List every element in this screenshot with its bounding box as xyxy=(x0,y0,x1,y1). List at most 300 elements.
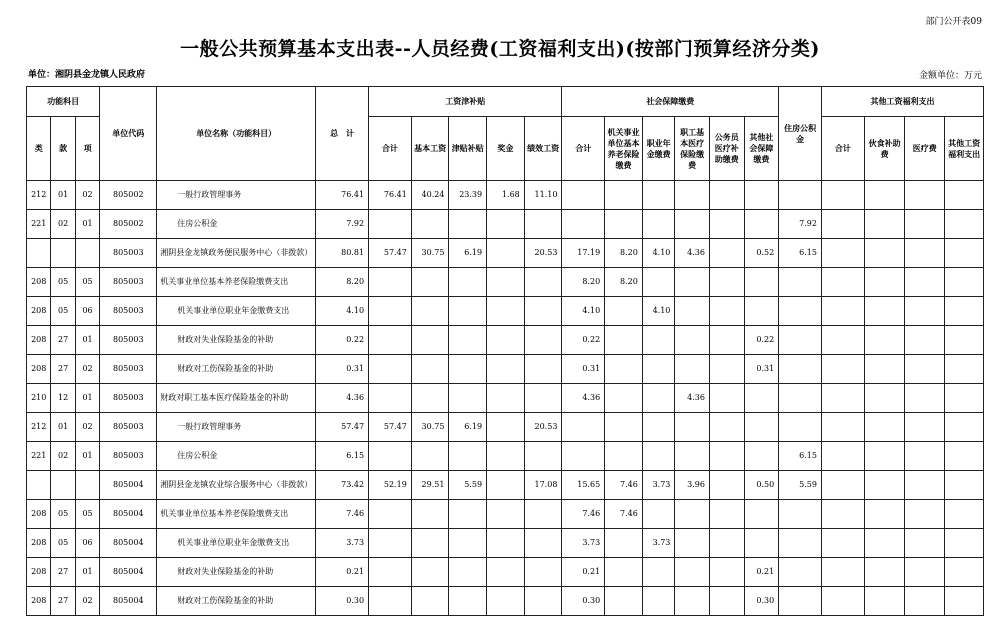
other-cell xyxy=(864,500,905,529)
unit-code-cell: 805003 xyxy=(100,355,157,384)
social-cell: 15.65 xyxy=(562,471,605,500)
table-number-tag: 部门公开表09 xyxy=(925,17,982,27)
other-cell xyxy=(821,587,864,616)
other-cell xyxy=(905,268,945,297)
unit-name-header: 单位名称（功能科目） xyxy=(157,87,316,181)
lei-cell: 210 xyxy=(27,384,51,413)
other-cell xyxy=(864,413,905,442)
housing-fund-cell xyxy=(779,326,822,355)
unit-code-cell: 805003 xyxy=(100,442,157,471)
unit-name-cell: 住房公积金 xyxy=(157,442,316,471)
social-cell xyxy=(709,297,744,326)
other-group-header: 其他工资福利支出 xyxy=(821,87,983,117)
other-cell xyxy=(821,181,864,210)
unit-name-cell: 湘阴县金龙镇农业综合服务中心（非拨款） xyxy=(157,471,316,500)
kuan-cell: 05 xyxy=(51,297,75,326)
lei-cell xyxy=(27,239,51,268)
unit-name-cell: 机关事业单位基本养老保险缴费支出 xyxy=(157,268,316,297)
social-cell xyxy=(605,297,643,326)
housing-fund-cell: 6.15 xyxy=(779,239,822,268)
page-title: 一般公共预算基本支出表--人员经费(工资福利支出)(按部门预算经济分类) xyxy=(180,38,820,60)
wage-cell xyxy=(487,326,525,355)
lei-cell: 208 xyxy=(27,587,51,616)
social-cell: 3.73 xyxy=(642,471,675,500)
wage-cell xyxy=(411,297,449,326)
other-cell xyxy=(905,210,945,239)
wage-cell: 6.19 xyxy=(449,239,487,268)
wage-cell xyxy=(369,326,412,355)
kuan-cell xyxy=(51,471,75,500)
social-cell: 0.52 xyxy=(744,239,779,268)
social-cell xyxy=(744,413,779,442)
total-cell: 0.30 xyxy=(316,587,369,616)
social-cell xyxy=(642,587,675,616)
other-cell xyxy=(864,326,905,355)
wage-sub-header: 合计 xyxy=(369,117,412,181)
xiang-cell: 01 xyxy=(75,326,99,355)
wage-cell xyxy=(524,355,562,384)
total-cell: 4.10 xyxy=(316,297,369,326)
wage-sub-header: 津贴补贴 xyxy=(449,117,487,181)
wage-cell: 5.59 xyxy=(449,471,487,500)
xiang-cell: 05 xyxy=(75,500,99,529)
wage-cell xyxy=(487,268,525,297)
wage-cell: 23.39 xyxy=(449,181,487,210)
social-cell xyxy=(709,587,744,616)
table-row xyxy=(27,268,984,297)
social-cell xyxy=(605,355,643,384)
housing-fund-cell: 5.59 xyxy=(779,471,822,500)
wage-cell xyxy=(449,384,487,413)
kuan-cell: 05 xyxy=(51,268,75,297)
xiang-cell: 06 xyxy=(75,529,99,558)
wage-cell xyxy=(369,500,412,529)
other-cell xyxy=(821,326,864,355)
social-cell: 0.21 xyxy=(744,558,779,587)
social-cell xyxy=(709,500,744,529)
other-cell xyxy=(945,413,984,442)
social-cell xyxy=(642,442,675,471)
social-cell xyxy=(709,239,744,268)
wage-cell xyxy=(369,268,412,297)
other-cell xyxy=(945,355,984,384)
social-cell xyxy=(642,384,675,413)
unit-code-cell: 805003 xyxy=(100,326,157,355)
unit-code-cell: 805004 xyxy=(100,529,157,558)
other-cell xyxy=(905,326,945,355)
unit-code-cell: 805004 xyxy=(100,471,157,500)
xiang-cell xyxy=(75,471,99,500)
social-sub-header: 职工基本医疗保险缴费 xyxy=(675,117,710,181)
total-cell: 3.73 xyxy=(316,529,369,558)
social-cell xyxy=(744,384,779,413)
unit-code-cell: 805002 xyxy=(100,181,157,210)
social-cell xyxy=(744,529,779,558)
table-row xyxy=(27,326,984,355)
wage-cell: 20.53 xyxy=(524,413,562,442)
total-cell: 4.36 xyxy=(316,384,369,413)
lei-header: 类 xyxy=(27,117,51,181)
other-cell xyxy=(864,239,905,268)
social-cell: 3.73 xyxy=(642,529,675,558)
wage-group-header: 工资津补贴 xyxy=(369,87,562,117)
other-cell xyxy=(945,181,984,210)
wage-cell xyxy=(369,355,412,384)
kuan-cell: 27 xyxy=(51,587,75,616)
social-cell: 4.36 xyxy=(675,384,710,413)
unit-name-cell: 机关事业单位基本养老保险缴费支出 xyxy=(157,500,316,529)
social-cell xyxy=(675,413,710,442)
wage-cell xyxy=(487,471,525,500)
other-cell xyxy=(864,210,905,239)
wage-cell xyxy=(449,587,487,616)
wage-cell xyxy=(487,210,525,239)
other-sub-header: 伙食补助费 xyxy=(864,117,905,181)
other-cell xyxy=(905,529,945,558)
social-cell: 8.20 xyxy=(605,268,643,297)
unit-code-cell: 805003 xyxy=(100,384,157,413)
wage-cell: 1.68 xyxy=(487,181,525,210)
social-cell: 0.50 xyxy=(744,471,779,500)
social-cell: 0.21 xyxy=(562,558,605,587)
wage-cell xyxy=(411,210,449,239)
wage-cell: 29.51 xyxy=(411,471,449,500)
social-cell: 4.10 xyxy=(642,239,675,268)
kuan-cell: 27 xyxy=(51,355,75,384)
total-cell: 80.81 xyxy=(316,239,369,268)
wage-cell xyxy=(411,500,449,529)
social-cell xyxy=(744,500,779,529)
housing-fund-cell: 6.15 xyxy=(779,442,822,471)
wage-cell xyxy=(369,384,412,413)
other-cell xyxy=(864,181,905,210)
kuan-cell: 05 xyxy=(51,529,75,558)
kuan-header: 款 xyxy=(51,117,75,181)
wage-cell xyxy=(487,500,525,529)
other-cell xyxy=(905,355,945,384)
kuan-cell xyxy=(51,239,75,268)
wage-cell xyxy=(524,384,562,413)
total-cell: 0.22 xyxy=(316,326,369,355)
social-cell: 4.36 xyxy=(675,239,710,268)
unit-code-cell: 805003 xyxy=(100,297,157,326)
social-sub-header: 职业年金缴费 xyxy=(642,117,675,181)
social-group-header: 社会保障缴费 xyxy=(562,87,779,117)
wage-cell xyxy=(487,239,525,268)
social-cell xyxy=(675,210,710,239)
total-cell: 7.46 xyxy=(316,500,369,529)
wage-cell xyxy=(369,587,412,616)
social-cell xyxy=(642,326,675,355)
table-row xyxy=(27,587,984,616)
social-cell xyxy=(709,355,744,384)
other-cell xyxy=(821,529,864,558)
social-cell: 0.31 xyxy=(562,355,605,384)
social-cell xyxy=(744,268,779,297)
total-cell: 7.92 xyxy=(316,210,369,239)
social-cell xyxy=(675,558,710,587)
xiang-cell: 01 xyxy=(75,558,99,587)
other-cell xyxy=(905,239,945,268)
lei-cell: 212 xyxy=(27,181,51,210)
unit-code-header: 单位代码 xyxy=(100,87,157,181)
housing-fund-cell xyxy=(779,297,822,326)
other-cell xyxy=(945,587,984,616)
other-cell xyxy=(945,384,984,413)
other-cell xyxy=(821,471,864,500)
social-cell xyxy=(709,181,744,210)
social-cell xyxy=(675,355,710,384)
social-cell: 4.10 xyxy=(562,297,605,326)
budget-table xyxy=(26,86,984,616)
wage-cell xyxy=(487,384,525,413)
social-cell xyxy=(605,529,643,558)
social-sub-header: 合计 xyxy=(562,117,605,181)
unit-code-cell: 805003 xyxy=(100,239,157,268)
other-cell xyxy=(945,239,984,268)
social-cell xyxy=(709,384,744,413)
kuan-cell: 01 xyxy=(51,181,75,210)
social-cell xyxy=(709,442,744,471)
wage-cell xyxy=(524,326,562,355)
unit-name-cell: 财政对工伤保险基金的补助 xyxy=(157,355,316,384)
other-cell xyxy=(945,500,984,529)
social-cell xyxy=(675,268,710,297)
social-cell xyxy=(605,587,643,616)
wage-cell: 76.41 xyxy=(369,181,412,210)
table-row xyxy=(27,384,984,413)
other-cell xyxy=(945,442,984,471)
wage-cell: 57.47 xyxy=(369,413,412,442)
wage-cell xyxy=(487,558,525,587)
wage-cell xyxy=(411,268,449,297)
social-cell: 4.36 xyxy=(562,384,605,413)
unit-name-cell: 财政对失业保险基金的补助 xyxy=(157,326,316,355)
wage-cell xyxy=(411,558,449,587)
other-cell xyxy=(945,210,984,239)
social-cell xyxy=(709,558,744,587)
wage-cell xyxy=(411,355,449,384)
other-cell xyxy=(864,587,905,616)
other-cell xyxy=(905,500,945,529)
other-cell xyxy=(905,297,945,326)
social-cell xyxy=(642,355,675,384)
other-cell xyxy=(905,181,945,210)
wage-cell xyxy=(449,355,487,384)
wage-cell xyxy=(524,529,562,558)
wage-cell xyxy=(487,413,525,442)
housing-fund-cell xyxy=(779,355,822,384)
total-cell: 76.41 xyxy=(316,181,369,210)
social-cell xyxy=(605,326,643,355)
total-cell: 0.21 xyxy=(316,558,369,587)
total-cell: 57.47 xyxy=(316,413,369,442)
social-cell xyxy=(709,326,744,355)
wage-cell xyxy=(524,442,562,471)
social-cell: 8.20 xyxy=(562,268,605,297)
unit-name-cell: 湘阴县金龙镇政务便民服务中心（非拨款） xyxy=(157,239,316,268)
unit-code-cell: 805004 xyxy=(100,500,157,529)
social-cell xyxy=(642,210,675,239)
lei-cell: 208 xyxy=(27,558,51,587)
func-subject-header: 功能科目 xyxy=(27,87,100,117)
social-cell xyxy=(642,558,675,587)
xiang-cell: 02 xyxy=(75,181,99,210)
social-cell xyxy=(605,384,643,413)
table-row xyxy=(27,297,984,326)
social-sub-header: 机关事业单位基本养老保险缴费 xyxy=(605,117,643,181)
social-sub-header: 其他社会保障缴费 xyxy=(744,117,779,181)
unit-code-cell: 805004 xyxy=(100,558,157,587)
other-cell xyxy=(905,558,945,587)
xiang-cell: 01 xyxy=(75,442,99,471)
other-cell xyxy=(821,239,864,268)
wage-cell xyxy=(524,297,562,326)
wage-cell xyxy=(524,500,562,529)
wage-cell xyxy=(449,297,487,326)
social-cell xyxy=(642,181,675,210)
wage-cell xyxy=(487,442,525,471)
other-sub-header: 合计 xyxy=(821,117,864,181)
table-row xyxy=(27,500,984,529)
unit-name-cell: 一般行政管理事务 xyxy=(157,413,316,442)
other-cell xyxy=(945,558,984,587)
wage-cell xyxy=(369,529,412,558)
unit-name-cell: 财政对职工基本医疗保险基金的补助 xyxy=(157,384,316,413)
lei-cell: 208 xyxy=(27,268,51,297)
social-cell: 4.10 xyxy=(642,297,675,326)
other-cell xyxy=(821,442,864,471)
xiang-cell: 06 xyxy=(75,297,99,326)
table-body xyxy=(27,181,984,616)
other-cell xyxy=(821,355,864,384)
wage-cell xyxy=(524,210,562,239)
total-header: 总 计 xyxy=(316,87,369,181)
other-cell xyxy=(905,587,945,616)
other-cell xyxy=(905,413,945,442)
social-cell xyxy=(675,587,710,616)
other-cell xyxy=(821,297,864,326)
social-cell xyxy=(744,181,779,210)
housing-fund-cell xyxy=(779,181,822,210)
total-cell: 6.15 xyxy=(316,442,369,471)
lei-cell: 208 xyxy=(27,355,51,384)
xiang-cell: 05 xyxy=(75,268,99,297)
lei-cell: 212 xyxy=(27,413,51,442)
lei-cell xyxy=(27,471,51,500)
table-row xyxy=(27,471,984,500)
wage-cell: 30.75 xyxy=(411,413,449,442)
lei-cell: 221 xyxy=(27,442,51,471)
total-cell: 73.42 xyxy=(316,471,369,500)
social-cell: 0.22 xyxy=(744,326,779,355)
table-row xyxy=(27,413,984,442)
wage-cell xyxy=(411,384,449,413)
other-cell xyxy=(945,268,984,297)
xiang-cell xyxy=(75,239,99,268)
social-cell xyxy=(562,210,605,239)
unit-label: 单位：湘阴县金龙镇人民政府 xyxy=(28,70,146,80)
unit-code-cell: 805002 xyxy=(100,210,157,239)
kuan-cell: 05 xyxy=(51,500,75,529)
table-row xyxy=(27,210,984,239)
wage-cell xyxy=(369,558,412,587)
social-cell: 17.19 xyxy=(562,239,605,268)
social-cell xyxy=(562,181,605,210)
social-cell: 7.46 xyxy=(562,500,605,529)
other-cell xyxy=(864,297,905,326)
wage-cell xyxy=(524,587,562,616)
table-row xyxy=(27,355,984,384)
social-cell xyxy=(605,558,643,587)
xiang-cell: 01 xyxy=(75,210,99,239)
other-cell xyxy=(821,500,864,529)
kuan-cell: 27 xyxy=(51,558,75,587)
housing-fund-cell xyxy=(779,558,822,587)
wage-cell: 6.19 xyxy=(449,413,487,442)
wage-cell xyxy=(449,500,487,529)
social-cell: 0.31 xyxy=(744,355,779,384)
kuan-cell: 27 xyxy=(51,326,75,355)
header-row-1 xyxy=(27,87,984,117)
other-cell xyxy=(905,471,945,500)
wage-cell xyxy=(449,558,487,587)
housing-fund-cell xyxy=(779,500,822,529)
other-sub-header: 其他工资福利支出 xyxy=(945,117,984,181)
social-cell xyxy=(744,442,779,471)
social-cell xyxy=(642,268,675,297)
wage-cell xyxy=(411,442,449,471)
housing-fund-cell xyxy=(779,587,822,616)
other-cell xyxy=(821,210,864,239)
social-cell xyxy=(675,181,710,210)
total-cell: 0.31 xyxy=(316,355,369,384)
total-cell: 8.20 xyxy=(316,268,369,297)
other-cell xyxy=(945,326,984,355)
wage-cell xyxy=(449,326,487,355)
social-cell xyxy=(675,529,710,558)
housing-fund-cell xyxy=(779,529,822,558)
other-cell xyxy=(864,355,905,384)
housing-fund-header: 住房公积金 xyxy=(779,87,822,181)
other-cell xyxy=(945,471,984,500)
table-row xyxy=(27,529,984,558)
other-cell xyxy=(864,471,905,500)
social-cell: 0.30 xyxy=(744,587,779,616)
other-cell xyxy=(945,297,984,326)
wage-cell xyxy=(411,326,449,355)
social-cell: 3.73 xyxy=(562,529,605,558)
other-cell xyxy=(945,529,984,558)
unit-code-cell: 805003 xyxy=(100,413,157,442)
wage-cell xyxy=(369,442,412,471)
wage-cell xyxy=(487,587,525,616)
other-cell xyxy=(864,529,905,558)
unit-name-cell: 住房公积金 xyxy=(157,210,316,239)
wage-cell xyxy=(487,529,525,558)
kuan-cell: 01 xyxy=(51,413,75,442)
wage-cell xyxy=(369,210,412,239)
wage-cell xyxy=(449,529,487,558)
social-cell xyxy=(605,210,643,239)
social-cell xyxy=(675,500,710,529)
other-cell xyxy=(821,558,864,587)
money-unit-label: 金额单位：万元 xyxy=(918,71,982,81)
social-cell: 0.22 xyxy=(562,326,605,355)
xiang-cell: 01 xyxy=(75,384,99,413)
social-cell xyxy=(709,529,744,558)
social-cell xyxy=(605,181,643,210)
